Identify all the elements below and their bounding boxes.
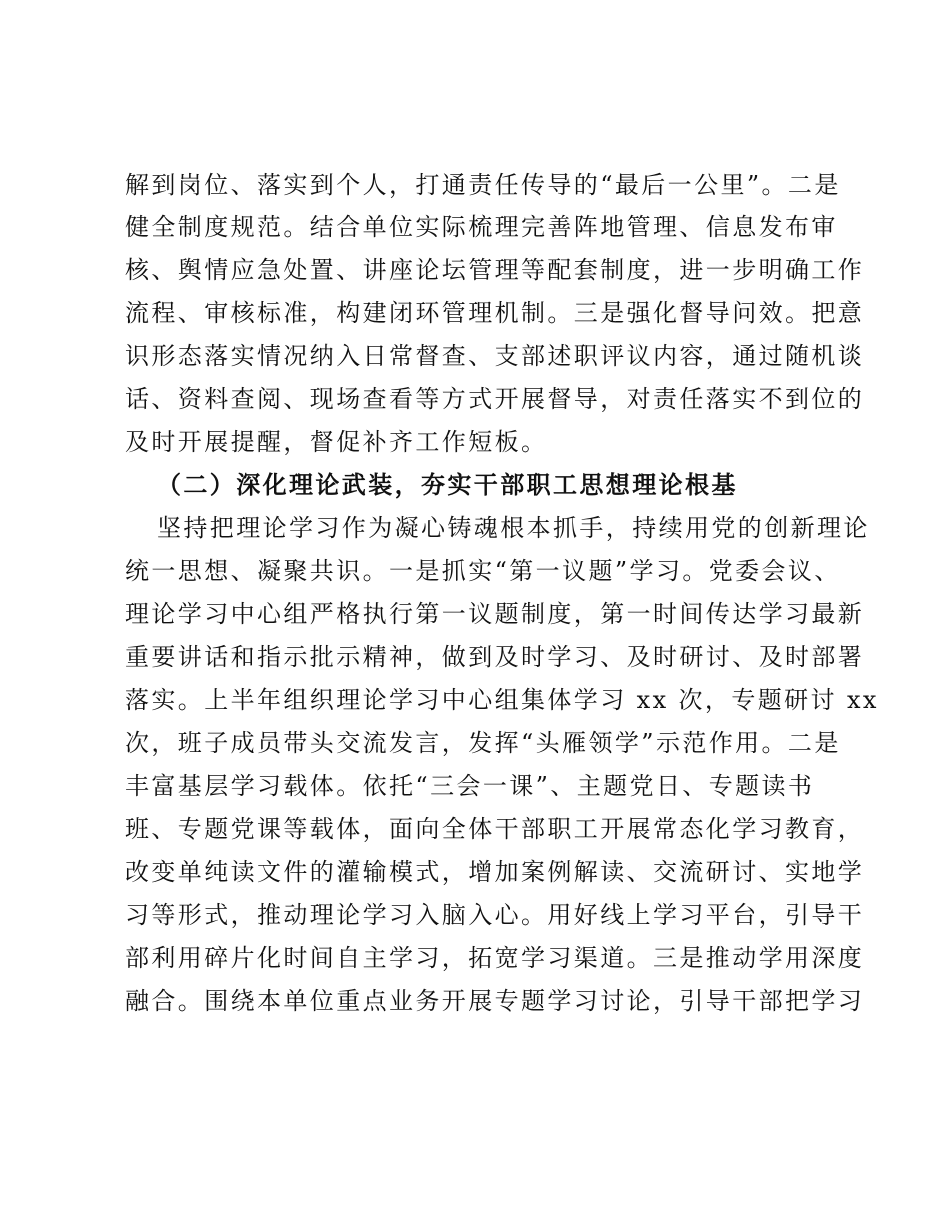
- paragraph-2-line-6: 次，班子成员带头交流发言，发挥“头雁领学”示范作用。二是: [125, 729, 841, 757]
- paragraph-2-line-4: 重要讲话和指示批示精神，做到及时学习、及时研讨、及时部署: [125, 643, 865, 671]
- paragraph-2-line-11: 部利用碎片化时间自主学习，拓宽学习渠道。三是推动学用深度: [125, 944, 865, 972]
- paragraph-2-line-12: 融合。围绕本单位重点业务开展专题学习讨论，引导干部把学习: [125, 987, 865, 1015]
- paragraph-2-line-5: 落实。上半年组织理论学习中心组集体学习 xx 次，专题研讨 xx: [125, 686, 879, 714]
- paragraph-2-line-10: 习等形式，推动理论学习入脑入心。用好线上学习平台，引导干: [125, 901, 865, 929]
- paragraph-1-line-6: 话、资料查阅、现场查看等方式开展督导，对责任落实不到位的: [125, 385, 865, 413]
- paragraph-2-line-2: 统一思想、凝聚共识。一是抓实“第一议题”学习。党委会议、: [125, 557, 841, 585]
- paragraph-1-line-1: 解到岗位、落实到个人，打通责任传导的“最后一公里”。二是: [125, 171, 841, 199]
- paragraph-2-line-7: 丰富基层学习载体。依托“三会一课”、主题党日、专题读书: [125, 772, 815, 800]
- paragraph-2-line-8: 班、专题党课等载体，面向全体干部职工开展常态化学习教育，: [125, 815, 865, 843]
- paragraph-2-line-9: 改变单纯读文件的灌输模式，增加案例解读、交流研讨、实地学: [125, 858, 865, 886]
- paragraph-1-line-4: 流程、审核标准，构建闭环管理机制。三是强化督导问效。把意: [125, 299, 865, 327]
- paragraph-1-line-5: 识形态落实情况纳入日常督查、支部述职评议内容，通过随机谈: [125, 342, 865, 370]
- paragraph-2-line-3: 理论学习中心组严格执行第一议题制度，第一时间传达学习最新: [125, 600, 865, 628]
- paragraph-1-line-3: 核、舆情应急处置、讲座论坛管理等配套制度，进一步明确工作: [125, 256, 865, 284]
- paragraph-1-line-7: 及时开展提醒，督促补齐工作短板。: [125, 428, 548, 456]
- paragraph-2-line-1: 坚持把理论学习作为凝心铸魂根本抓手，持续用党的创新理论: [157, 514, 870, 542]
- paragraph-1-line-2: 健全制度规范。结合单位实际梳理完善阵地管理、信息发布审: [125, 213, 838, 241]
- section-heading: （二）深化理论武装，夯实干部职工思想理论根基: [157, 470, 738, 499]
